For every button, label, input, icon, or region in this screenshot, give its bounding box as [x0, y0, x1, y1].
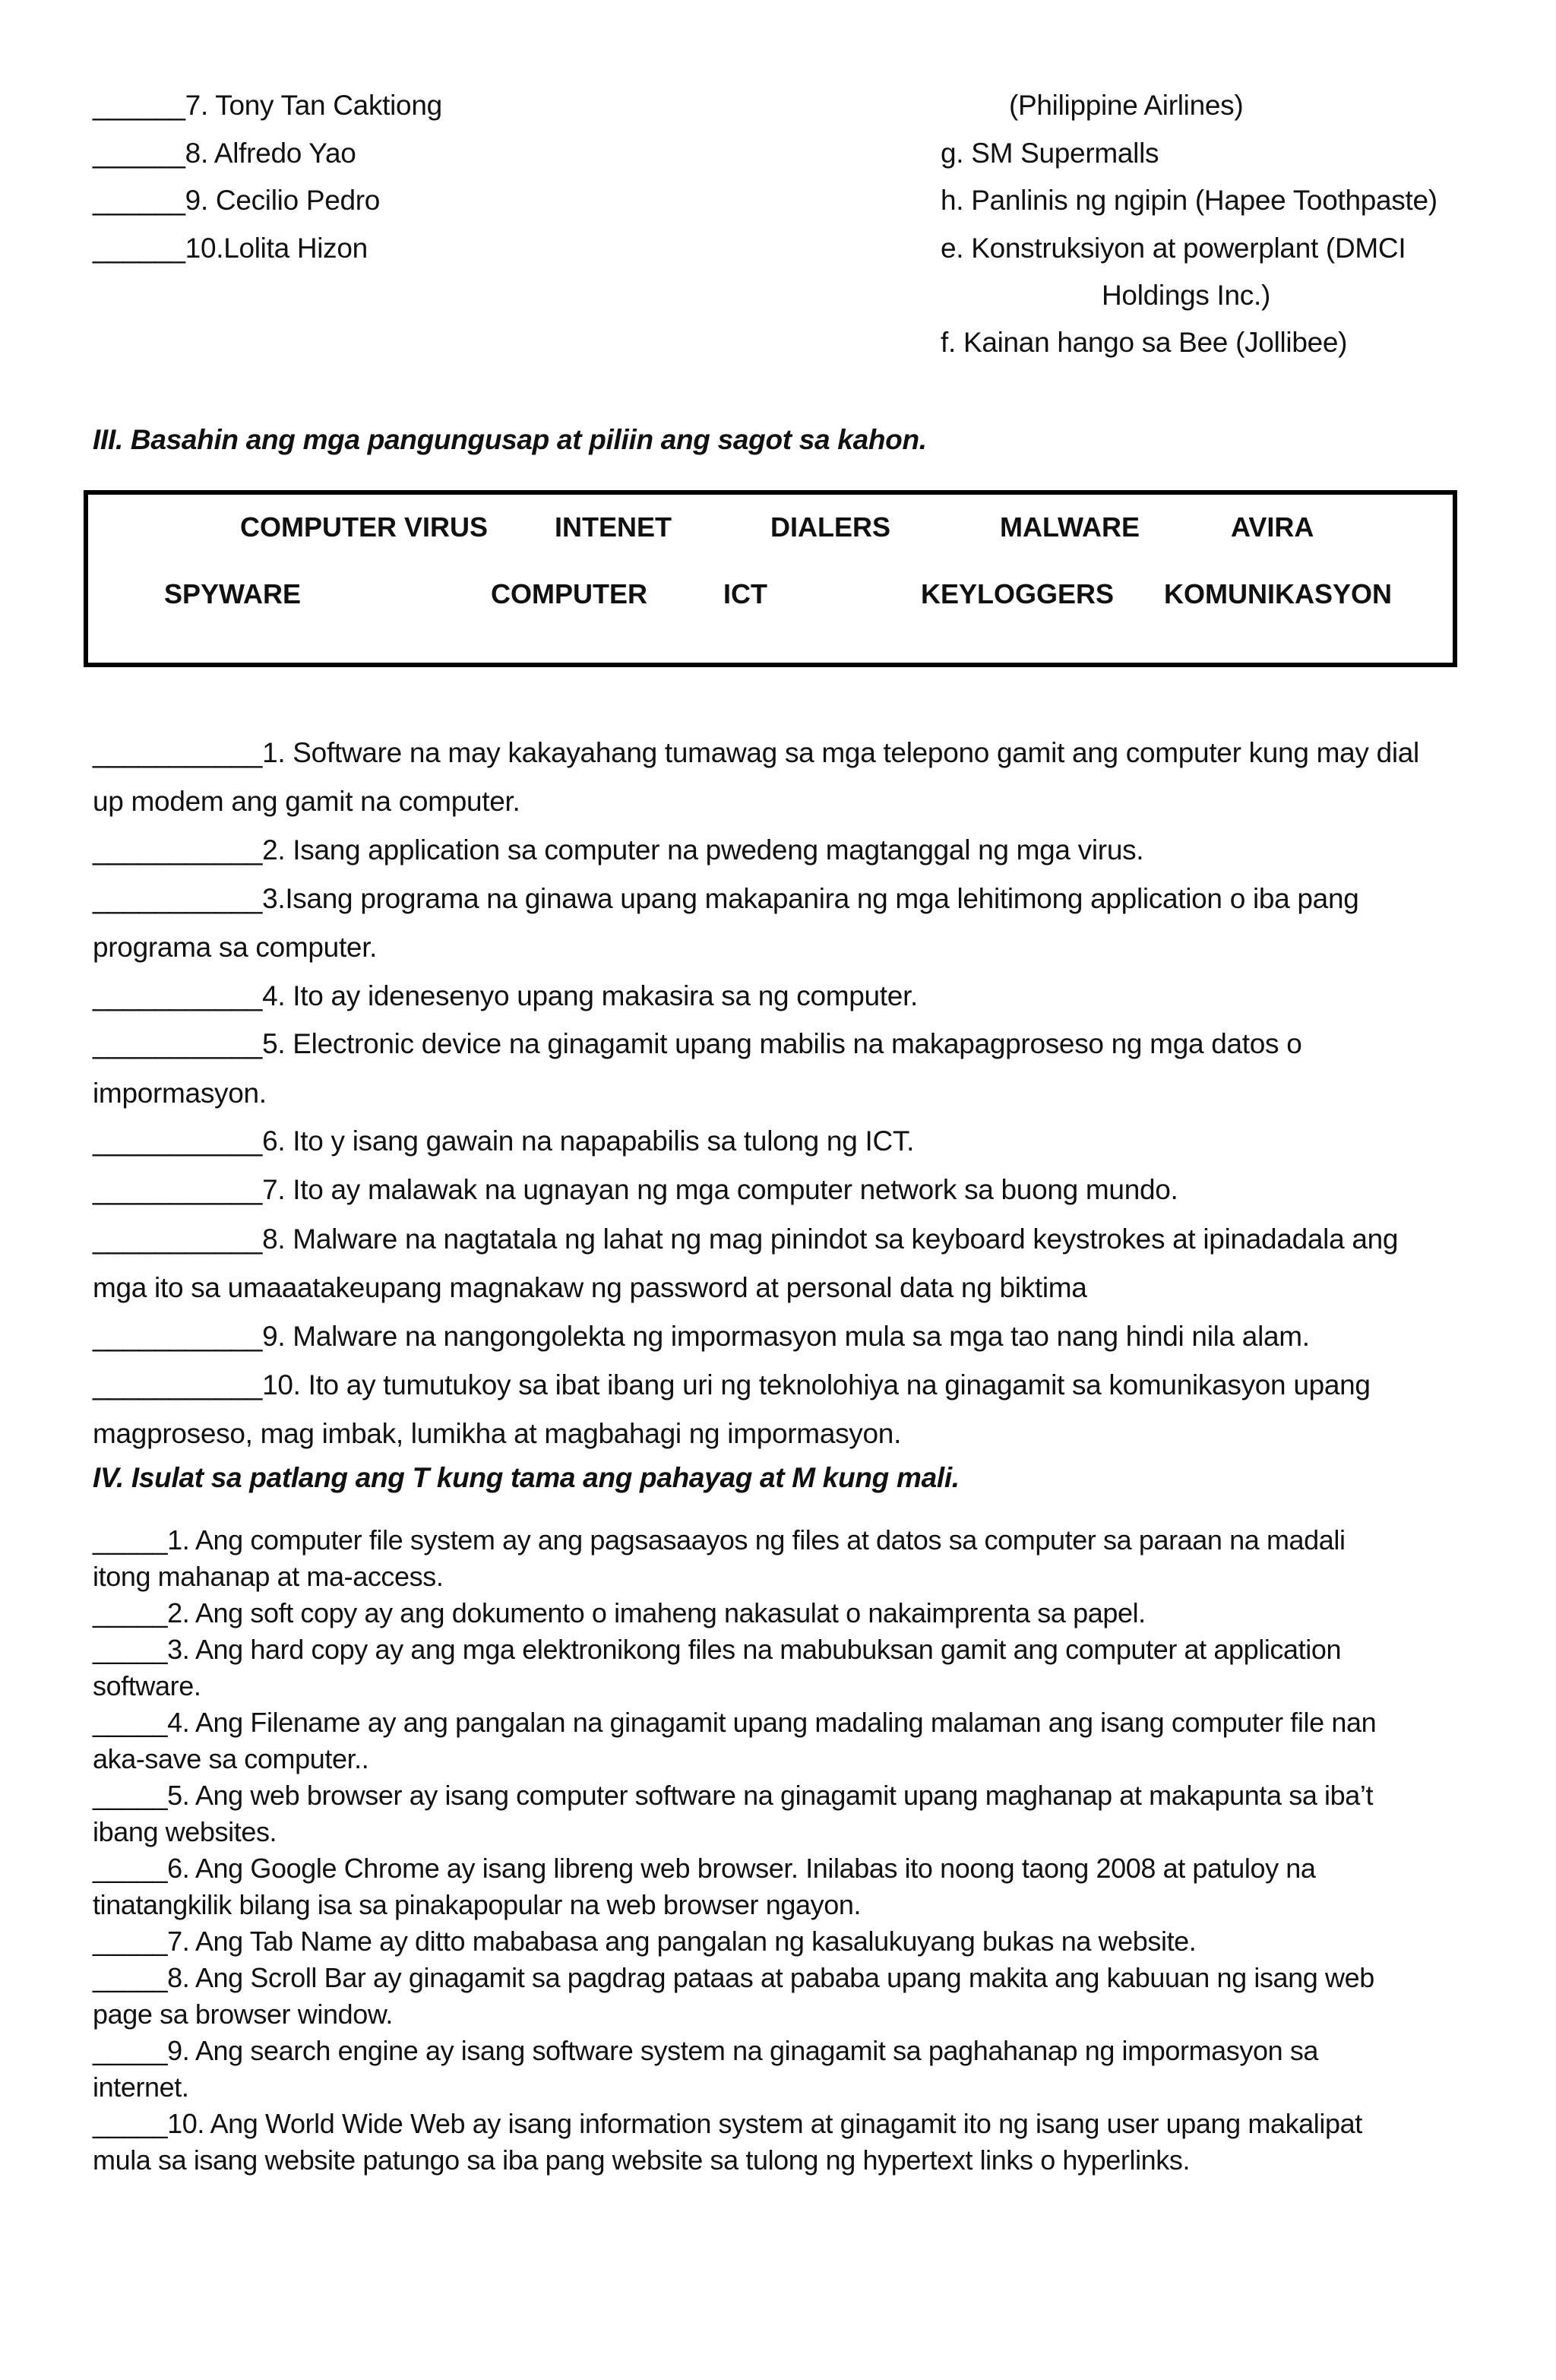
- statement-line: _____7. Ang Tab Name ay ditto mababasa ang pangalan ng kasalukuyang bukas na website.: [93, 1926, 1197, 1957]
- question-line: ___________4. Ito ay idenesenyo upang makasira sa ng computer.: [93, 980, 919, 1011]
- matching-left-item: ______9. Cecilio Pedro: [93, 185, 381, 216]
- answer-blank[interactable]: _____: [93, 1634, 168, 1665]
- statement-line: _____5. Ang web browser ay isang computer software na ginagamit upang maghanap at makapunta sa iba’t: [93, 1780, 1374, 1811]
- choice-word: KOMUNIKASYON: [1164, 578, 1393, 609]
- question-line: ___________6. Ito y isang gawain na napapabilis sa tulong ng ICT.: [93, 1125, 915, 1157]
- answer-blank[interactable]: ___________: [93, 834, 263, 866]
- answer-blank[interactable]: ___________: [93, 1174, 263, 1205]
- question-line: ___________3.Isang programa na ginawa upang makapanira ng mga lehitimong application o iba pang: [93, 883, 1359, 914]
- answer-blank[interactable]: ______: [93, 233, 185, 264]
- answer-blank[interactable]: ___________: [93, 1223, 263, 1255]
- answer-blank[interactable]: ___________: [93, 1369, 263, 1400]
- answer-blank[interactable]: ___________: [93, 737, 263, 768]
- answer-blank[interactable]: ______: [93, 90, 185, 121]
- statement-line: _____2. Ang soft copy ay ang dokumento o imaheng nakasulat o nakaimprenta sa papel.: [93, 1597, 1146, 1628]
- statement-continuation: aka-save sa computer..: [93, 1743, 369, 1774]
- answer-blank[interactable]: _____: [93, 2035, 168, 2066]
- statement-continuation: internet.: [93, 2071, 189, 2103]
- answer-blank[interactable]: _____: [93, 1780, 168, 1811]
- statement-continuation: tinatangkilik bilang isa sa pinakapopular na web browser ngayon.: [93, 1889, 862, 1920]
- statement-line: _____3. Ang hard copy ay ang mga elektronikong files na mabubuksan gamit ang computer at application: [93, 1634, 1342, 1665]
- choice-word: KEYLOGGERS: [921, 578, 1115, 609]
- answer-blank[interactable]: _____: [93, 1597, 168, 1628]
- matching-right-item: Holdings Inc.): [1102, 280, 1271, 311]
- answer-blank[interactable]: ______: [93, 185, 185, 216]
- question-continuation: impormasyon.: [93, 1078, 267, 1109]
- choice-word: ICT: [723, 578, 767, 609]
- matching-right-item: (Philippine Airlines): [1009, 90, 1244, 121]
- matching-left-item: ______8. Alfredo Yao: [93, 138, 356, 169]
- answer-blank[interactable]: ___________: [93, 1028, 263, 1059]
- question-line: ___________5. Electronic device na ginagamit upang mabilis na makapagproseso ng mga datos o: [93, 1028, 1302, 1059]
- question-line: ___________8. Malware na nagtatala ng lahat ng mag pinindot sa keyboard keystrokes at ipinadadala ang: [93, 1223, 1399, 1255]
- question-continuation: programa sa computer.: [93, 932, 378, 963]
- answer-blank[interactable]: ______: [93, 138, 185, 169]
- statement-line: _____4. Ang Filename ay ang pangalan na ginagamit upang madaling malaman ang isang computer file nan: [93, 1707, 1377, 1738]
- matching-left-item: ______7. Tony Tan Caktiong: [93, 90, 442, 121]
- question-continuation: mga ito sa umaaatakeupang magnakaw ng password at personal data ng biktima: [93, 1272, 1087, 1303]
- statement-line: _____6. Ang Google Chrome ay isang libreng web browser. Inilabas ito noong taong 2008 at patuloy na: [93, 1853, 1316, 1884]
- choice-word: MALWARE: [1000, 511, 1140, 543]
- question-line: ___________7. Ito ay malawak na ugnayan ng mga computer network sa buong mundo.: [93, 1174, 1178, 1205]
- matching-right-item: f. Kainan hango sa Bee (Jollibee): [941, 327, 1348, 358]
- matching-right-item: h. Panlinis ng ngipin (Hapee Toothpaste): [941, 185, 1437, 216]
- answer-blank[interactable]: ___________: [93, 1321, 263, 1352]
- question-continuation: magproseso, mag imbak, lumikha at magbahagi ng impormasyon.: [93, 1418, 902, 1449]
- matching-left-item: ______10.Lolita Hizon: [93, 233, 368, 264]
- question-continuation: up modem ang gamit na computer.: [93, 786, 520, 817]
- answer-blank[interactable]: _____: [93, 1524, 168, 1556]
- answer-blank[interactable]: ___________: [93, 883, 263, 914]
- statement-line: _____9. Ang search engine ay isang software system na ginagamit sa paghahanap ng impormasyon sa: [93, 2035, 1319, 2066]
- statement-line: _____1. Ang computer file system ay ang pagsasaayos ng files at datos sa computer sa paraan na madali: [93, 1524, 1346, 1556]
- matching-right-item: e. Konstruksiyon at powerplant (DMCI: [941, 233, 1406, 264]
- statement-continuation: page sa browser window.: [93, 1999, 394, 2030]
- choice-word: AVIRA: [1231, 511, 1314, 543]
- answer-blank[interactable]: _____: [93, 1853, 168, 1884]
- section-heading-iv: IV. Isulat sa patlang ang T kung tama ang pahayag at M kung mali.: [93, 1462, 960, 1493]
- statement-continuation: itong mahanap at ma-access.: [93, 1561, 444, 1592]
- answer-blank[interactable]: _____: [93, 1707, 168, 1738]
- choice-word: COMPUTER: [491, 578, 647, 609]
- question-line: ___________2. Isang application sa computer na pwedeng magtanggal ng mga virus.: [93, 834, 1144, 866]
- answer-blank[interactable]: _____: [93, 2108, 168, 2139]
- answer-blank[interactable]: _____: [93, 1926, 168, 1957]
- choice-word: INTENET: [555, 511, 672, 543]
- choice-word: DIALERS: [770, 511, 891, 543]
- choice-word: COMPUTER VIRUS: [240, 511, 489, 543]
- question-line: ___________10. Ito ay tumutukoy sa ibat ibang uri ng teknolohiya na ginagamit sa komunikasyon upang: [93, 1369, 1371, 1400]
- choice-word: SPYWARE: [164, 578, 302, 609]
- question-line: ___________9. Malware na nangongolekta ng impormasyon mula sa mga tao nang hindi nila alam.: [93, 1321, 1310, 1352]
- statement-line: _____8. Ang Scroll Bar ay ginagamit sa pagdrag pataas at pababa upang makita ang kabuuan ng isang web: [93, 1962, 1374, 1993]
- matching-right-item: g. SM Supermalls: [941, 138, 1159, 169]
- answer-blank[interactable]: ___________: [93, 980, 263, 1011]
- statement-continuation: ibang websites.: [93, 1816, 277, 1847]
- answer-blank[interactable]: _____: [93, 1962, 168, 1993]
- answer-blank[interactable]: ___________: [93, 1125, 263, 1157]
- statement-line: _____10. Ang World Wide Web ay isang information system at ginagamit ito ng isang user upang makalipat: [93, 2108, 1362, 2139]
- statement-continuation: mula sa isang website patungo sa iba pang website sa tulong ng hypertext links o hyperlinks.: [93, 2144, 1191, 2176]
- choices-box: [84, 490, 1457, 667]
- question-line: ___________1. Software na may kakayahang tumawag sa mga telepono gamit ang computer kung may dial: [93, 737, 1419, 768]
- statement-continuation: software.: [93, 1670, 201, 1701]
- section-heading-iii: III. Basahin ang mga pangungusap at piliin ang sagot sa kahon.: [93, 424, 927, 455]
